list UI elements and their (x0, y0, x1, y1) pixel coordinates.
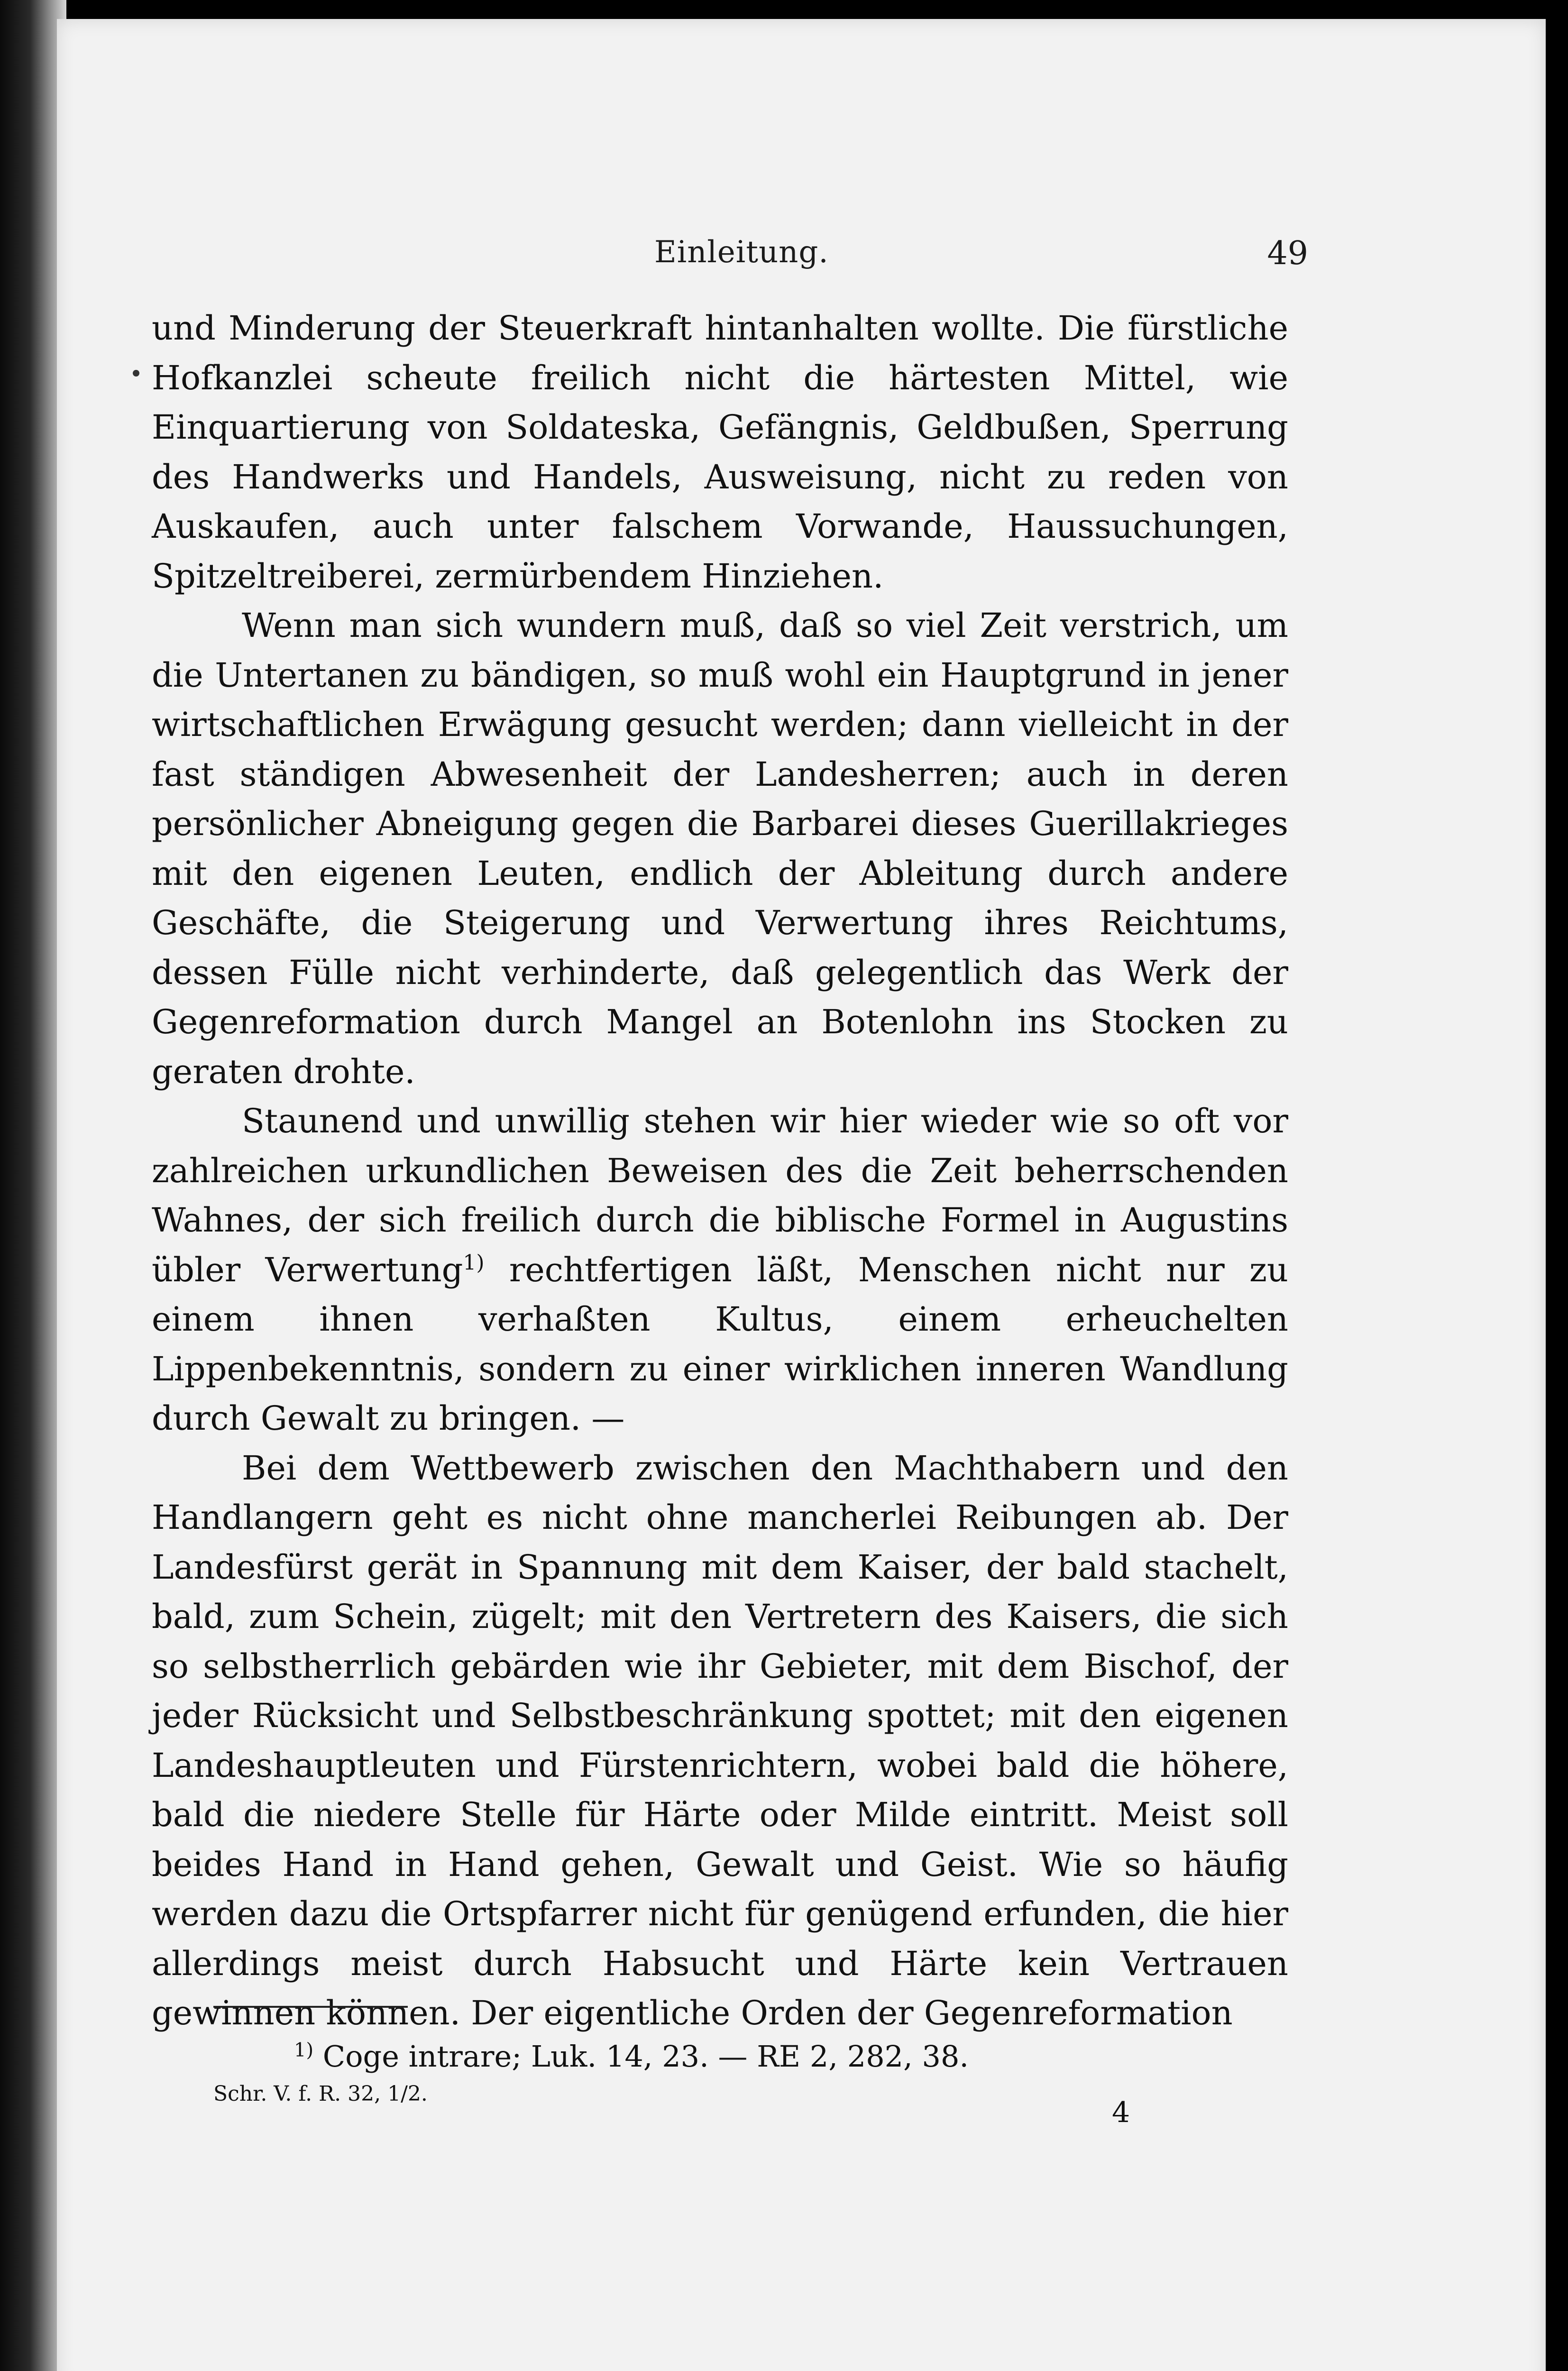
paragraph-2: Wenn man sich wundern muß, daß so viel Zeit verstrich, um die Untertanen zu bändigen, so muß wohl ein Hauptgrund in jener wirtschaftlichen Erwägung gesucht werden; dann vielleicht in der fast ständigen Abwesenheit der Landesherren; auch in deren persönlicher Abneigung gegen die Barbarei dieses Guerillakrieges mit den eigenen Leuten, endlich der Ableitung durch andere Geschäfte, die Steigerung und Verwertung ihres Reichtums, dessen Fülle nicht verhinderte, daß gelegentlich das Werk der Gegenreformation durch Mangel an Botenlohn ins Stocken zu geraten drohte. (152, 606, 1288, 1091)
footnote-text: Coge intrare; Luk. 14, 23. — RE 2, 282, 38. (313, 2039, 969, 2074)
footnote (294, 2039, 969, 2074)
paragraph-3-text-b: rechtfertigen läßt, Menschen nicht nur zu einem ihnen verhaßten Kultus, einem erheuchelten Lippenbekenntnis, sondern zu einer wirklichen inneren Wandlung durch Gewalt zu bringen. — (152, 1250, 1288, 1438)
paragraph-1: und Minderung der Steuerkraft hintanhalten wollte. Die fürstliche Hofkanzlei scheute freilich nicht die härtesten Mittel, wie Einquartierung von Soldateska, Gefängnis, Geldbußen, Sperrung des Handwerks und Handels, Ausweisung, nicht zu reden von Auskaufen, auch unter falschem Vorwande, Haussuchungen, Spitzeltreiberei, zermürbendem Hinziehen. (152, 309, 1288, 596)
page-number: 49 (1267, 235, 1308, 272)
footnote-reference: 1) (463, 1250, 485, 1275)
running-title: Einleitung. (654, 235, 829, 270)
footnote-mark: 1) (294, 2039, 314, 2061)
margin-mark (133, 370, 139, 377)
printer-signature: Schr. V. f. R. 32, 1/2. (213, 2082, 428, 2106)
sheet-signature: 4 (1112, 2096, 1130, 2129)
body-text (152, 303, 1288, 2038)
paragraph-3-text-a: Staunend und unwillig stehen wir hier wieder wie so oft vor zahlreichen urkundlichen Beweisen des die Zeit beherrschenden Wahnes, der sich freilich durch die biblische Formel in Augustins übler Verwertung (152, 1102, 1288, 1289)
paragraph-4: Bei dem Wettbewerb zwischen den Machthabern und den Handlangern geht es nicht ohne mancherlei Reibungen ab. Der Landesfürst gerät in Spannung mit dem Kaiser, der bald stachelt, bald, zum Schein, zügelt; mit den Vertretern des Kaisers, die sich so selbstherrlich gebärden wie ihr Gebieter, mit dem Bischof, der jeder Rücksicht und Selbstbeschränkung spottet; mit den eigenen Landeshauptleuten und Fürstenrichtern, wobei bald die höhere, bald die niedere Stelle für Härte oder Milde eintritt. Meist soll beides Hand in Hand gehen, Gewalt und Geist. Wie so häufig werden dazu die Ortspfarrer nicht für genügend erfunden, die hier allerdings meist durch Habsucht und Härte kein Vertrauen gewinnen können. Der eigentliche Orden der Gegenreformation (152, 1448, 1288, 2032)
page-header (654, 235, 1308, 287)
book-binding-edge (0, 0, 66, 2371)
paragraph-3 (152, 1096, 1288, 1443)
footnote-divider (213, 2006, 408, 2008)
